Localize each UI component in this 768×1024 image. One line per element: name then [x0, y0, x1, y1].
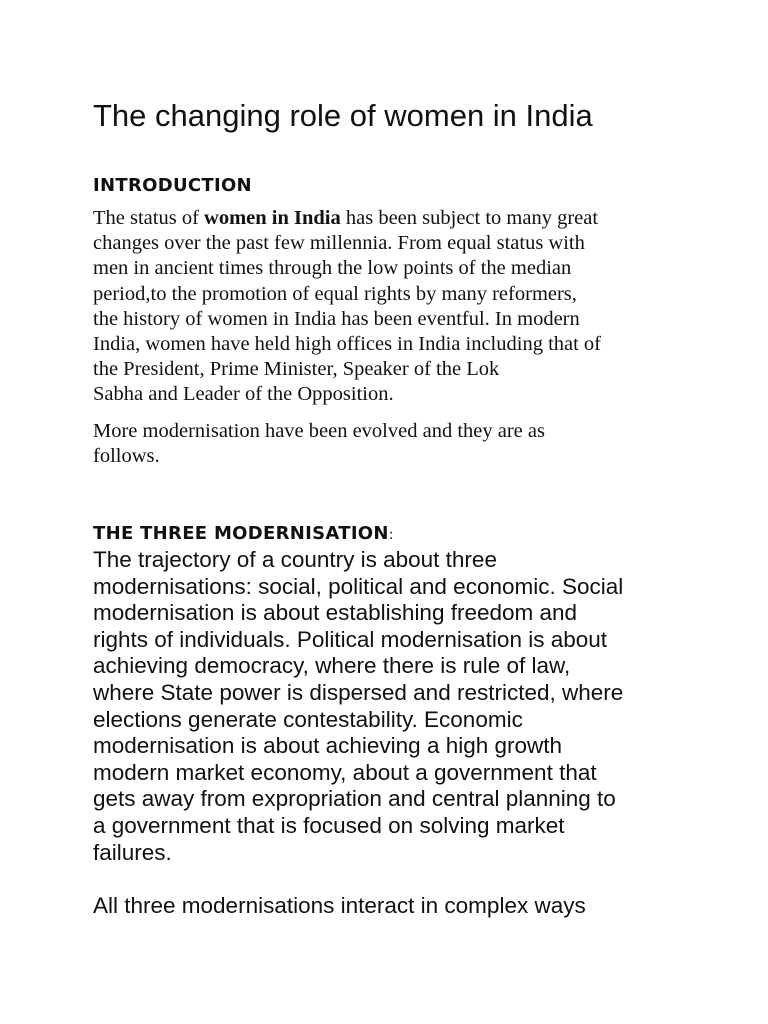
paragraph-line: the President, Prime Minister, Speaker of the Lok	[93, 358, 500, 381]
paragraph-line: modern market economy, about a government that	[93, 759, 597, 785]
introduction-paragraph	[93, 206, 601, 408]
paragraph-line: modernisations: social, political and economic. Social	[93, 573, 624, 599]
paragraph-line: period,to the promotion of equal rights by many reformers,	[93, 282, 577, 305]
paragraph-line: gets away from expropriation and central planning to	[93, 786, 616, 812]
paragraph-line: men in ancient times through the low points of the median	[93, 257, 572, 280]
trajectory-paragraph	[93, 547, 623, 866]
bold-phrase: women in India	[204, 207, 341, 229]
heading-text: THE THREE MODERNISATION	[93, 523, 389, 544]
paragraph-line: rights of individuals. Political modernisation is about	[93, 626, 608, 652]
text-run: The status of	[93, 207, 205, 229]
paragraph-line: More modernisation have been evolved and they are as	[93, 420, 545, 442]
paragraph-line: modernisation is about establishing freedom and	[93, 600, 578, 626]
paragraph-line	[93, 206, 601, 231]
paragraph-line: The trajectory of a country is about three	[93, 547, 497, 572]
three-modernisation-heading	[93, 523, 394, 546]
paragraph-line: changes over the past few millennia. From equal status with	[93, 232, 585, 255]
paragraph-line: a government that is focused on solving market	[93, 812, 565, 838]
paragraph-line: follows.	[93, 445, 160, 468]
paragraph-line: modernisation is about achieving a high growth	[93, 733, 563, 759]
heading-colon: :	[388, 527, 394, 543]
paragraph-line: the history of women in India has been eventful. In modern	[93, 307, 580, 330]
paragraph-line: Sabha and Leader of the Opposition.	[93, 383, 394, 406]
paragraph-line: India, women have held high offices in India including that of	[93, 333, 602, 356]
paragraph-line: elections generate contestability. Economic	[93, 706, 523, 732]
paragraph-line: All three modernisations interact in complex ways	[93, 893, 586, 918]
text-run: has been subject to many great	[340, 207, 599, 229]
paragraph-line: achieving democracy, where there is rule of law,	[93, 653, 571, 679]
paragraph-line: failures.	[93, 839, 172, 865]
paragraph-line: where State power is dispersed and restricted, where	[93, 679, 624, 705]
introduction-heading: INTRODUCTION	[93, 175, 252, 196]
closing-paragraph	[93, 893, 586, 920]
page-title: The changing role of women in India	[93, 98, 593, 133]
modernisation-note-paragraph	[93, 419, 545, 469]
